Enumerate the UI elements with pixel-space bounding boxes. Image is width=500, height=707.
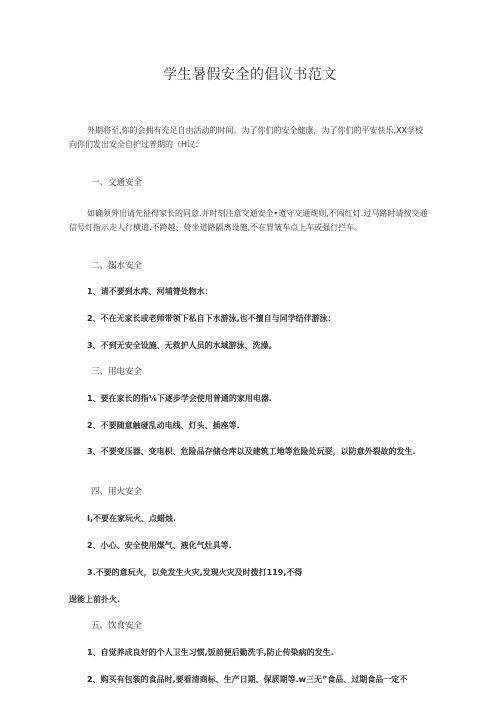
drowning-item-1: 1、请不要到水库、河埔膂处物水： [87,287,213,296]
electric-item-3: 3、不要变压器、变电枳、危险品存储仓库以及建筑工地等危险处玩耍，以防意外裂故的发生. [87,447,416,456]
section-heading-fire: 四、用火安全 [91,487,143,497]
drowning-item-3: 3、不到无安全设施、无救护人员的水域游泳、洗澡。 [87,341,277,350]
fire-item-3-continued: 逞能上前扑火. [69,595,121,604]
intro-paragraph: 外期将至,你的会拥有充足自由活动的时间。为了你们的安全健康，为了你们的平安快乐,XX学校向你们发出安全自护过普期的（H议： [69,126,424,149]
electric-item-1: 1、要在家长的指⅛下逐步学会使用普通的家用电器. [87,394,272,403]
food-item-2: 2、购买有包装的食品时,要看清商标、生产日期、保质期等.w三无”食品、过期食品一定不 [87,675,408,684]
fire-item-3: 3.不要的意玩火，以免发生火灾,发现火灾及时拨打119,不得 [87,568,303,577]
electric-item-2: 2、不要随意触碰乱动电线、灯头、插座等. [87,421,240,430]
drowning-item-2: 2、不在无家长或老师带领下私自下水游泳,也不擅自与同学结伴游泳： [87,314,336,323]
traffic-paragraph: 如确须外出请先征得家长的同意.并时刻注意交通安全•遵守交通规则,不闯红灯.过马路时请按交通信号灯指示走人行横道.不跨越、倚坐道路隔离设施,不在胃皱车点上车或强行拦车。 [69,209,428,232]
section-heading-traffic: 一、交通安全 [91,178,143,188]
section-heading-electric: 三、用电安全 [91,367,143,377]
fire-item-2: 2、小心、安全使用煤气、液化气灶具等. [87,541,232,550]
document-title: 学生暑假安全的倡议书范文 [163,67,337,83]
fire-item-1: I,不要在家玩火、点蜡烛. [87,514,177,523]
food-item-1: 1、自觉养成良好的个人卫生习惯,饭前便后勤洗手,防止传染病的发生. [87,648,334,657]
section-heading-drowning: 二、溺水安全 [91,261,143,271]
section-heading-food: 五、饮食安全 [91,621,143,631]
